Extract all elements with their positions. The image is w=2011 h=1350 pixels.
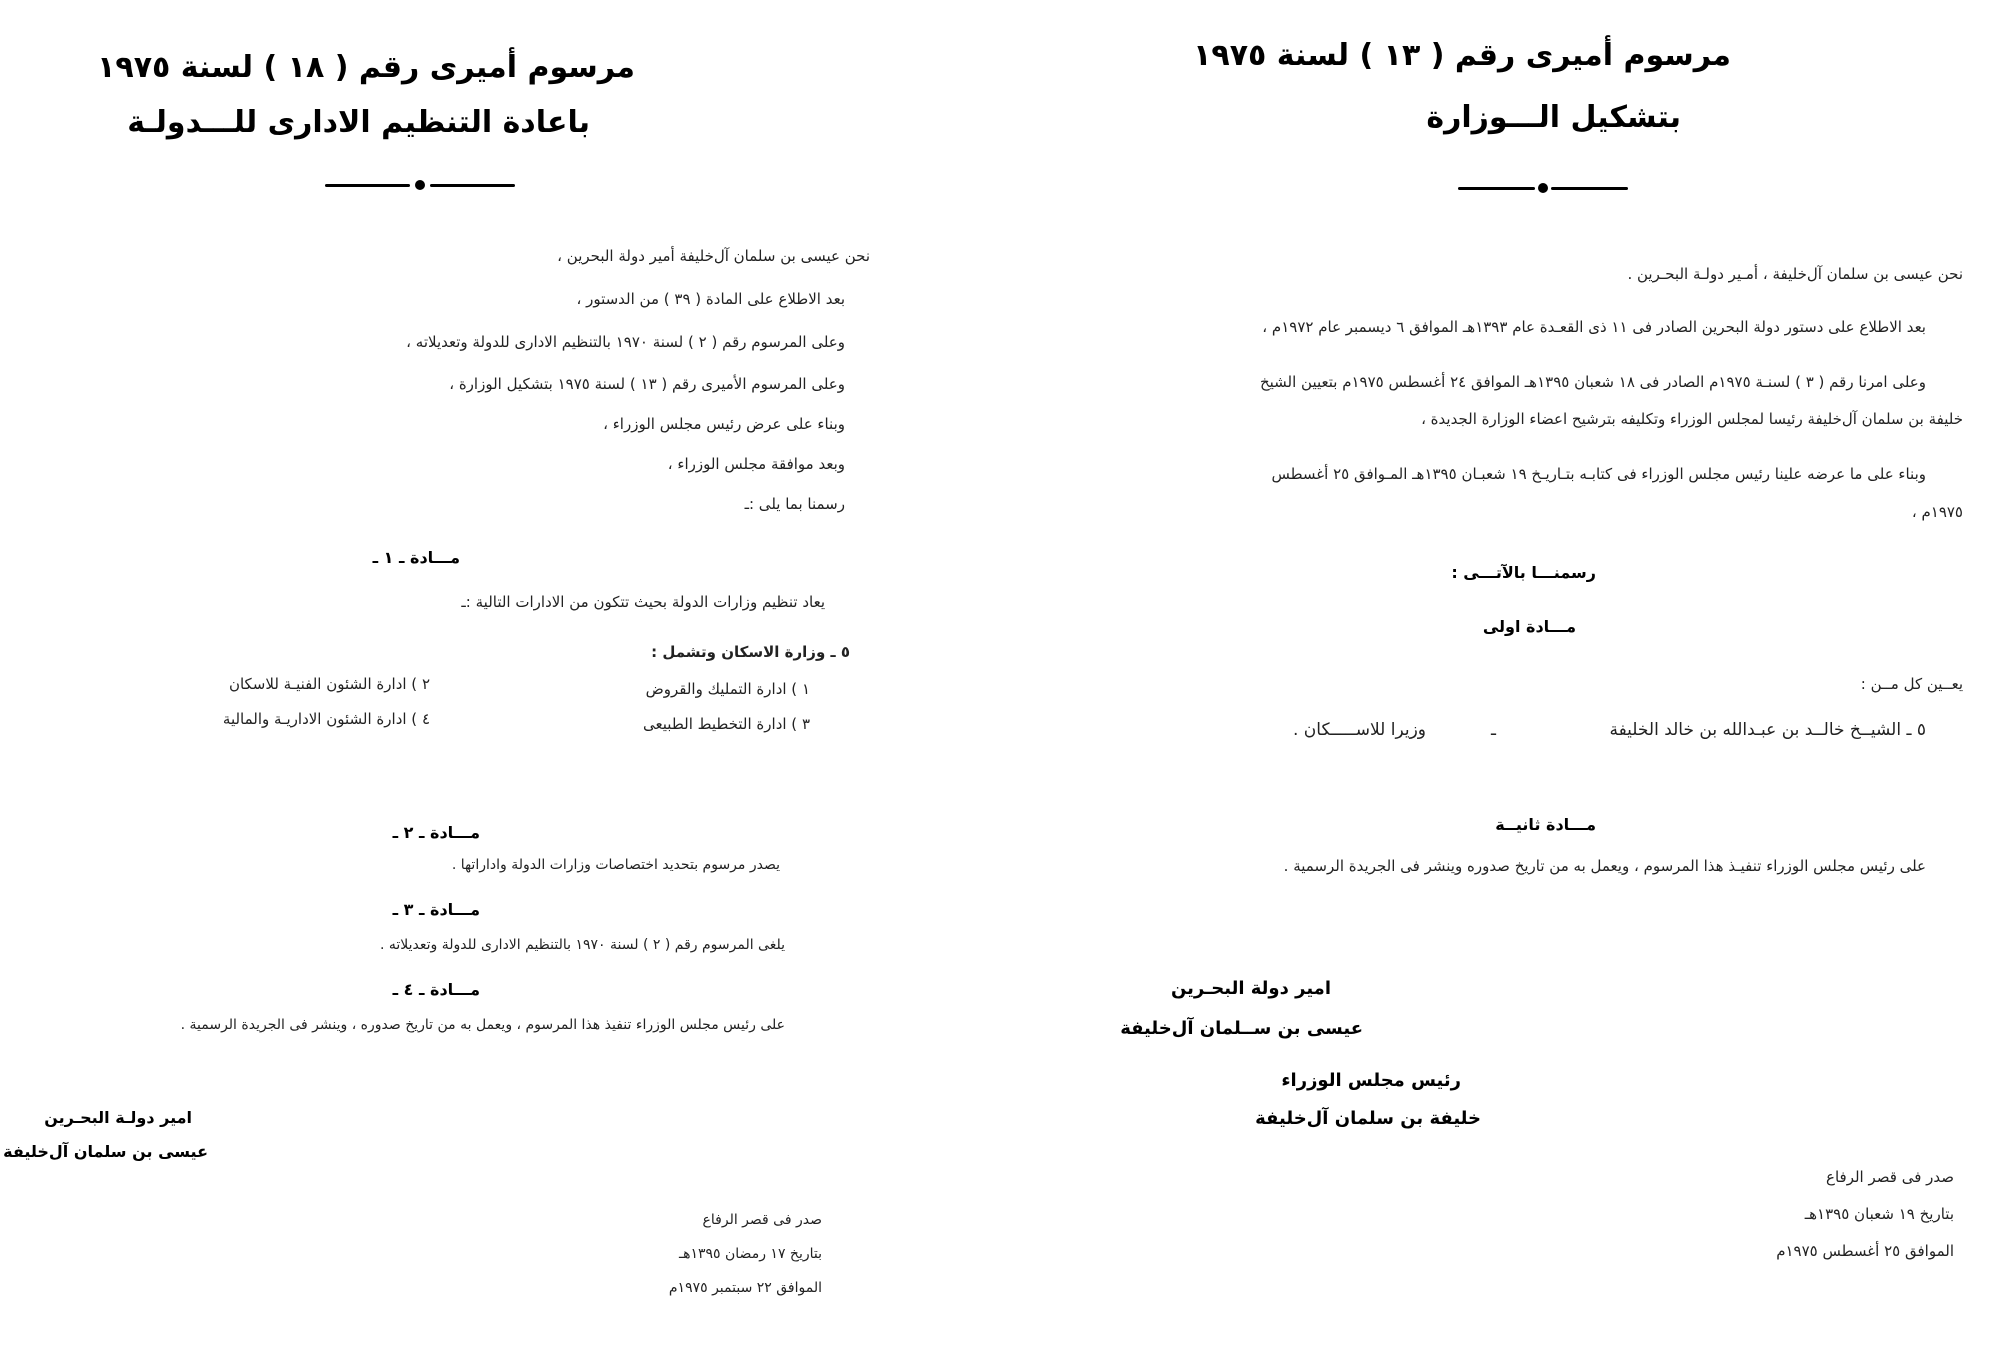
issued-hijri-date: بتاريخ ١٧ رمضان ١٣٩٥هـ	[679, 1246, 822, 1262]
decree-subtitle: باعادة التنظيم الادارى للـــدولـة	[127, 105, 590, 140]
signature-title: امير دولـة البحـرين	[44, 1108, 192, 1127]
issued-place: صدر فى قصر الرفاع	[1826, 1168, 1954, 1186]
preamble-line: وعلى المرسوم الأميرى رقم ( ١٣ ) لسنة ١٩٧٥ بتشكيل الوزارة ،	[449, 375, 845, 393]
decreed-heading: رسمنـــا بالآتـــى :	[1451, 563, 1596, 582]
article-1-text: يعاد تنظيم وزارات الدولة بحيث تتكون من الادارات التالية :ـ	[461, 593, 825, 611]
pm-signature-title: رئيس مجلس الوزراء	[1281, 1070, 1461, 1091]
preamble-line: ١٩٧٥م ،	[1911, 503, 1963, 521]
ornament-divider	[325, 180, 515, 190]
article-2-heading: مـــادة ـ ٢ ـ	[392, 823, 480, 842]
article-3-text: يلغى المرسوم رقم ( ٢ ) لسنة ١٩٧٠ بالتنظيم الادارى للدولة وتعديلاته .	[379, 937, 785, 953]
article-1-heading: مـــادة ـ ١ ـ	[372, 548, 460, 567]
preamble-line: وعلى امرنا رقم ( ٣ ) لسنـة ١٩٧٥م الصادر فى ١٨ شعبان ١٣٩٥هـ الموافق ٢٤ أغسطس ١٩٧٥م بتعيين الشيخ	[1259, 373, 1926, 391]
pm-signature-name: خليفة بن سلمان آل‌خليفة	[1255, 1108, 1481, 1129]
appointment-dash: ـ	[1491, 720, 1496, 740]
issued-gregorian-date: الموافق ٢٢ سبتمبر ١٩٧٥م	[668, 1280, 822, 1296]
emir-signature-title: امير دولة البحـرين	[1170, 978, 1331, 999]
article-1-intro: يعــين كل مــن :	[1860, 675, 1963, 693]
emir-signature-name: عيسى بن ســلمان آل‌خليفة	[1120, 1018, 1363, 1039]
department-item: ٤ ) ادارة الشئون الاداريـة والمالية	[222, 710, 430, 728]
issued-place: صدر فى قصر الرفاع	[702, 1212, 822, 1228]
preamble-line: بعد الاطلاع على دستور دولة البحرين الصادر فى ١١ ذى القعـدة عام ١٣٩٣هـ الموافق ٦ ديسمبر عام ١٩٧٢م ،	[1262, 318, 1926, 336]
issued-gregorian-date: الموافق ٢٥ أغسطس ١٩٧٥م	[1776, 1242, 1954, 1260]
appointee-role: وزيرا للاســـــكان .	[1293, 720, 1426, 740]
article-1-heading: مـــادة اولى	[1482, 617, 1576, 636]
preamble-line: خليفة بن سلمان آل‌خليفة رئيسا لمجلس الوزراء وتكليفه بترشيح اعضاء الوزارة الجديدة ،	[1421, 410, 1963, 428]
preamble-line: نحن عيسى بن سلمان آل‌خليفة ، أمـير دولـة البحـرين .	[1627, 265, 1963, 283]
decree-13-page	[1010, 0, 2011, 1350]
article-2-text: يصدر مرسوم بتحديد اختصاصات وزارات الدولة واداراتها .	[451, 857, 780, 873]
preamble-line: بعد الاطلاع على المادة ( ٣٩ ) من الدستور ،	[576, 290, 845, 308]
preamble-line: نحن عيسى بن سلمان آل‌خليفة أمير دولة البحرين ،	[557, 247, 870, 265]
ornament-divider	[1458, 183, 1628, 193]
decree-title: مرسوم أميرى رقم ( ١٣ ) لسنة ١٩٧٥	[1193, 38, 1731, 73]
preamble-line: وبعد موافقة مجلس الوزراء ،	[667, 455, 845, 473]
decree-subtitle: بتشكيل الـــوزارة	[1426, 100, 1681, 135]
department-item: ١ ) ادارة التمليك والقروض	[645, 680, 810, 698]
article-2-text: على رئيس مجلس الوزراء تنفيـذ هذا المرسوم ، ويعمل به من تاريخ صدوره وينشر فى الجريدة الرسمية .	[1283, 857, 1926, 875]
preamble-line: وبناء على عرض رئيس مجلس الوزراء ،	[603, 415, 845, 433]
signature-name: عيسى بن سلمان آل‌خليفة	[3, 1142, 208, 1161]
preamble-line: وعلى المرسوم رقم ( ٢ ) لسنة ١٩٧٠ بالتنظيم الادارى للدولة وتعديلاته ،	[406, 333, 845, 351]
issued-hijri-date: بتاريخ ١٩ شعبان ١٣٩٥هـ	[1804, 1205, 1954, 1223]
department-item: ٢ ) ادارة الشئون الفنيـة للاسكان	[228, 675, 430, 693]
article-3-heading: مـــادة ـ ٣ ـ	[392, 900, 480, 919]
preamble-line: رسمنا بما يلى :ـ	[744, 495, 845, 513]
article-4-text: على رئيس مجلس الوزراء تنفيذ هذا المرسوم ، ويعمل به من تاريخ صدوره ، وينشر فى الجريدة الرسمية .	[180, 1017, 785, 1033]
department-item: ٣ ) ادارة التخطيط الطبيعى	[643, 715, 810, 733]
appointee-name: ٥ ـ الشيــخ خالــد بن عبـدالله بن خالد الخليفة	[1609, 720, 1926, 740]
decree-18-page	[0, 0, 1000, 1350]
decree-title: مرسوم أميرى رقم ( ١٨ ) لسنة ١٩٧٥	[97, 50, 635, 85]
ministry-line: ٥ ـ وزارة الاسكان وتشمل :	[651, 643, 850, 661]
article-2-heading: مـــادة ثانيــة	[1495, 815, 1596, 834]
article-4-heading: مـــادة ـ ٤ ـ	[392, 980, 480, 999]
preamble-line: وبناء على ما عرضه علينا رئيس مجلس الوزراء فى كتابـه بتـاريـخ ١٩ شعبـان ١٣٩٥هـ المـوافق ٢٥ أغسطس	[1271, 465, 1926, 483]
